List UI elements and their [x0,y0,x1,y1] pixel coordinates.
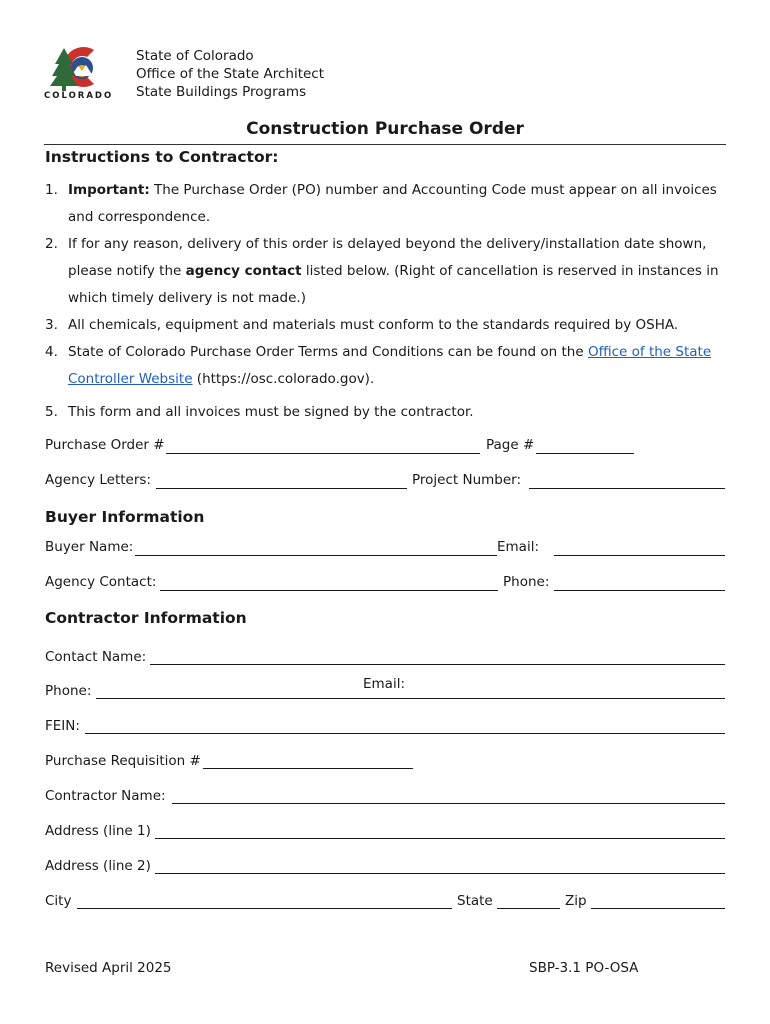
address-line2-field[interactable] [155,873,725,874]
contractor-phone-email-field[interactable] [96,698,725,699]
contractor-name-label: Contractor Name: [45,788,166,804]
instruction-item [45,177,725,231]
zip-label: Zip [565,893,587,909]
agency-contact-field[interactable] [160,590,498,591]
agency-line-programs: State Buildings Programs [136,84,307,100]
agency-letters-label: Agency Letters: [45,472,151,488]
instruction-text: If for any reason, delivery of this order is delayed beyond the delivery/installation date shown, please notify the [68,236,707,279]
instruction-item [45,339,725,393]
agency-letters-field[interactable] [156,488,407,489]
zip-field[interactable] [591,908,725,909]
revised-date: Revised April 2025 [45,960,172,976]
buyer-heading: Buyer Information [45,508,205,526]
city-field[interactable] [77,908,452,909]
instruction-item [45,231,725,312]
agency-line-state: State of Colorado [136,48,254,64]
state-field[interactable] [497,908,560,909]
contractor-phone-label: Phone: [45,683,92,699]
instruction-item [45,399,725,426]
instruction-bold: agency contact [185,263,302,279]
address-line2-label: Address (line 2) [45,858,151,874]
buyer-phone-label: Phone: [503,574,550,590]
contact-name-label: Contact Name: [45,649,147,665]
instruction-text: listed below. (Right of cancellation is reserved in instances in which timely delivery is not made.) [68,263,719,306]
contractor-email-label: Email: [363,676,406,692]
agency-block [136,47,324,101]
contractor-heading: Contractor Information [45,609,247,627]
page-field[interactable] [536,453,634,454]
instruction-number: 1. [45,182,58,198]
instruction-text: This form and all invoices must be signed by the contractor. [68,404,474,420]
instructions-heading: Instructions to Contractor: [45,148,279,166]
address-line1-label: Address (line 1) [45,823,151,839]
requisition-field[interactable] [203,768,413,769]
instruction-text: (https://osc.colorado.gov). [192,371,375,387]
instruction-text: All chemicals, equipment and materials must conform to the standards required by OSHA. [68,317,679,333]
instructions-list [45,177,725,426]
project-number-field[interactable] [529,488,725,489]
logo-wordmark: COLORADO [44,91,114,101]
instruction-text: State of Colorado Purchase Order Terms and Conditions can be found on the [68,344,588,360]
page-title: Construction Purchase Order [246,119,524,139]
instruction-item [45,312,725,339]
contractor-name-field[interactable] [172,803,725,804]
purchase-order-label: Purchase Order # [45,437,165,453]
agency-line-office: Office of the State Architect [136,66,325,82]
agency-contact-label: Agency Contact: [45,574,157,590]
project-number-label: Project Number: [412,472,522,488]
instruction-number: 4. [45,344,58,360]
instruction-number: 2. [45,236,58,252]
instruction-number: 3. [45,317,58,333]
purchase-order-field[interactable] [166,453,480,454]
instruction-bold: Important: [68,182,150,198]
instruction-text: The Purchase Order (PO) number and Accounting Code must appear on all invoices and correspondence. [68,182,717,225]
fein-label: FEIN: [45,718,80,734]
form-id: SBP-3.1 PO-OSA [529,960,639,976]
requisition-label: Purchase Requisition # [45,753,201,769]
buyer-name-label: Buyer Name: [45,539,134,555]
instruction-number: 5. [45,404,58,420]
buyer-phone-field[interactable] [554,590,725,591]
city-label: City [45,893,72,909]
osc-website-link[interactable]: Office of the State Controller Website [68,344,712,387]
buyer-name-field[interactable] [135,555,497,556]
fein-field[interactable] [85,733,725,734]
address-line1-field[interactable] [155,838,725,839]
buyer-email-label: Email: [497,539,540,555]
title-divider [44,144,726,145]
contact-name-field[interactable] [150,664,725,665]
page-label: Page # [486,437,535,453]
state-label: State [457,893,493,909]
buyer-email-field[interactable] [554,555,725,556]
